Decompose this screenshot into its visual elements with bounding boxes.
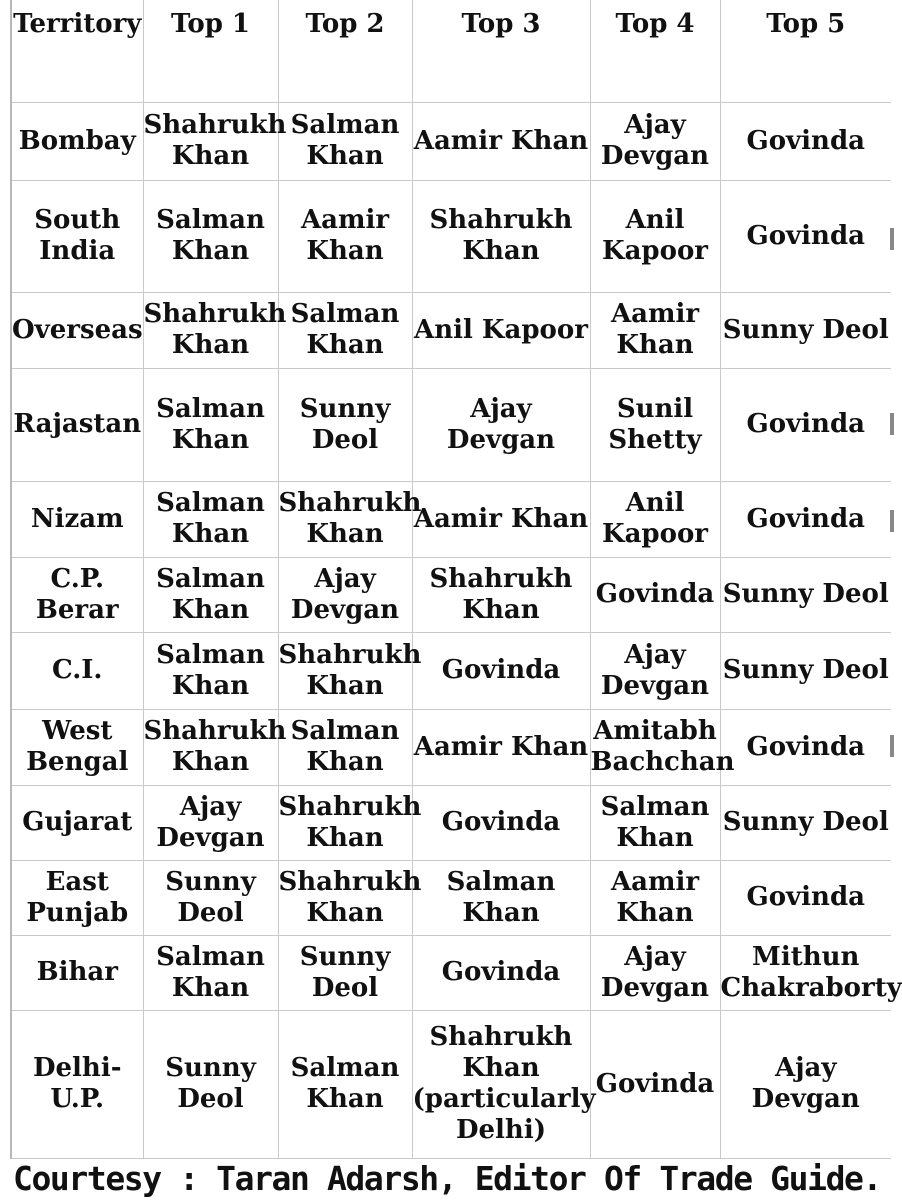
territory-cell: East Punjab: [11, 860, 143, 935]
top-5-cell: Ajay Devgan: [720, 1010, 891, 1158]
top-3-cell: Aamir Khan: [412, 102, 590, 180]
top-3-cell: Shahrukh Khan (particularly Delhi): [412, 1010, 590, 1158]
top-2-cell: Ajay Devgan: [278, 557, 412, 632]
territory-cell: Nizam: [11, 481, 143, 557]
top-3-cell: Shahrukh Khan: [412, 180, 590, 292]
top-2-cell: Salman Khan: [278, 102, 412, 180]
top-1-cell: Salman Khan: [143, 935, 278, 1010]
territory-cell: Delhi- U.P.: [11, 1010, 143, 1158]
top-5-cell: Sunny Deol: [720, 785, 891, 860]
territory-cell: Bombay: [11, 102, 143, 180]
table-row: [11, 709, 891, 785]
top-3-cell: Aamir Khan: [412, 709, 590, 785]
top-5-cell: Govinda: [720, 860, 891, 935]
table-header-row: [11, 0, 891, 102]
top-4-cell: Amitabh Bachchan: [590, 709, 720, 785]
top-2-cell: Shahrukh Khan: [278, 481, 412, 557]
top-4-cell: Ajay Devgan: [590, 935, 720, 1010]
top-1-cell: Salman Khan: [143, 368, 278, 481]
top-2-cell: Sunny Deol: [278, 368, 412, 481]
territory-cell: C.P. Berar: [11, 557, 143, 632]
top-5-cell: Sunny Deol: [720, 292, 891, 368]
table-row: [11, 102, 891, 180]
top-5-cell: Govinda: [720, 481, 891, 557]
top-5-cell: Govinda: [720, 368, 891, 481]
top-2-cell: Sunny Deol: [278, 935, 412, 1010]
top-3-cell: Ajay Devgan: [412, 368, 590, 481]
top-1-cell: Salman Khan: [143, 481, 278, 557]
top-3-cell: Govinda: [412, 935, 590, 1010]
right-edge-mark: [890, 228, 894, 250]
table-row: [11, 180, 891, 292]
table-row: [11, 368, 891, 481]
right-edge-mark: [890, 735, 894, 757]
top-4-cell: Sunil Shetty: [590, 368, 720, 481]
top-2-cell: Shahrukh Khan: [278, 860, 412, 935]
top-4-cell: Aamir Khan: [590, 860, 720, 935]
top-3-cell: Shahrukh Khan: [412, 557, 590, 632]
top-2-cell: Shahrukh Khan: [278, 785, 412, 860]
top-1-cell: Salman Khan: [143, 557, 278, 632]
territory-cell: Gujarat: [11, 785, 143, 860]
top-3-cell: Salman Khan: [412, 860, 590, 935]
top-4-cell: Ajay Devgan: [590, 632, 720, 709]
column-header-top-4: Top 4: [590, 0, 720, 102]
top-5-cell: Sunny Deol: [720, 557, 891, 632]
top-3-cell: Govinda: [412, 785, 590, 860]
top-5-cell: Govinda: [720, 709, 891, 785]
top-4-cell: Aamir Khan: [590, 292, 720, 368]
top-2-cell: Shahrukh Khan: [278, 632, 412, 709]
top-4-cell: Anil Kapoor: [590, 180, 720, 292]
top-5-cell: Govinda: [720, 180, 891, 292]
top-2-cell: Salman Khan: [278, 709, 412, 785]
top-1-cell: Sunny Deol: [143, 1010, 278, 1158]
table-row: [11, 860, 891, 935]
column-header-territory: Territory: [11, 0, 143, 102]
territory-cell: Rajastan: [11, 368, 143, 481]
top-5-cell: Sunny Deol: [720, 632, 891, 709]
table-row: [11, 785, 891, 860]
top-2-cell: Salman Khan: [278, 292, 412, 368]
table-row: [11, 1010, 891, 1158]
right-edge-mark: [890, 510, 894, 532]
top-3-cell: Aamir Khan: [412, 481, 590, 557]
courtesy-credit: Courtesy : Taran Adarsh, Editor Of Trade Guide.: [13, 1159, 881, 1198]
top-1-cell: Sunny Deol: [143, 860, 278, 935]
top-1-cell: Shahrukh Khan: [143, 292, 278, 368]
table-row: [11, 632, 891, 709]
top-3-cell: Govinda: [412, 632, 590, 709]
top-4-cell: Salman Khan: [590, 785, 720, 860]
territory-cell: West Bengal: [11, 709, 143, 785]
column-header-top-3: Top 3: [412, 0, 590, 102]
territory-cell: Overseas: [11, 292, 143, 368]
table-body: [11, 102, 902, 1158]
table-row: [11, 557, 891, 632]
column-header-top-1: Top 1: [143, 0, 278, 102]
top-4-cell: Ajay Devgan: [590, 102, 720, 180]
top-2-cell: Salman Khan: [278, 1010, 412, 1158]
top-1-cell: Shahrukh Khan: [143, 102, 278, 180]
territory-cell: South India: [11, 180, 143, 292]
table-row: [11, 935, 891, 1010]
table-row: [11, 481, 891, 557]
territory-ranking-table: [10, 0, 902, 1159]
right-edge-mark: [890, 413, 894, 435]
top-1-cell: Salman Khan: [143, 632, 278, 709]
table-row: [11, 292, 891, 368]
top-1-cell: Shahrukh Khan: [143, 709, 278, 785]
top-5-cell: Govinda: [720, 102, 891, 180]
top-1-cell: Ajay Devgan: [143, 785, 278, 860]
top-4-cell: Anil Kapoor: [590, 481, 720, 557]
top-1-cell: Salman Khan: [143, 180, 278, 292]
top-5-cell: Mithun Chakraborty: [720, 935, 891, 1010]
territory-cell: Bihar: [11, 935, 143, 1010]
territory-cell: C.I.: [11, 632, 143, 709]
top-2-cell: Aamir Khan: [278, 180, 412, 292]
column-header-top-2: Top 2: [278, 0, 412, 102]
top-3-cell: Anil Kapoor: [412, 292, 590, 368]
top-4-cell: Govinda: [590, 557, 720, 632]
top-4-cell: Govinda: [590, 1010, 720, 1158]
column-header-top-5: Top 5: [720, 0, 891, 102]
